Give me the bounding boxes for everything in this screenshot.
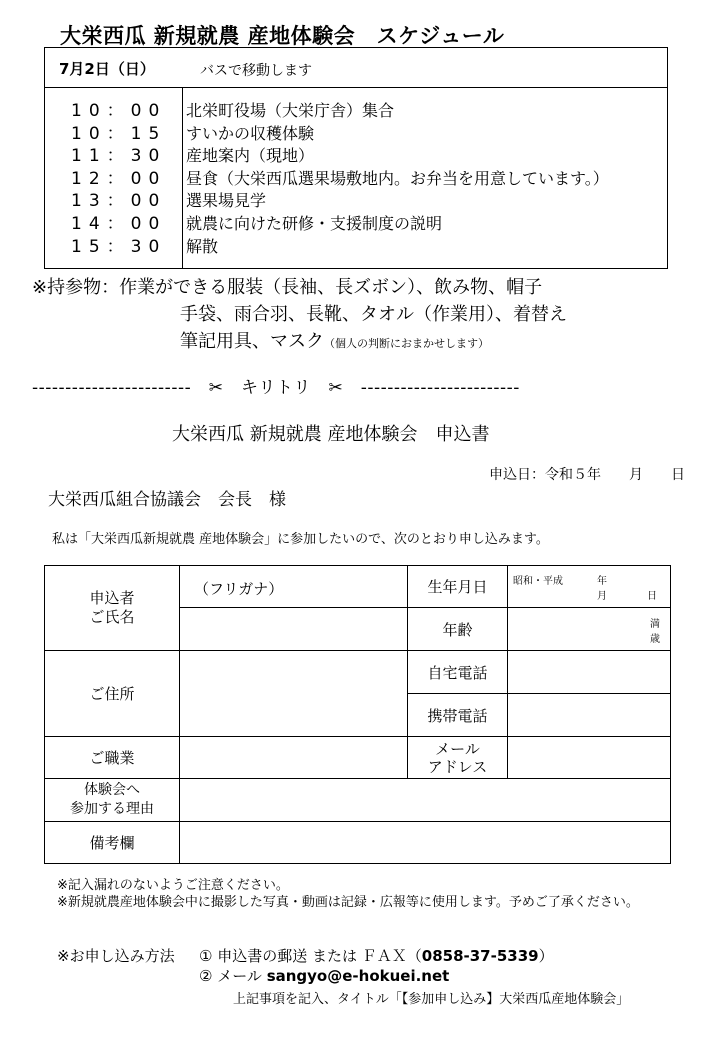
schedule-time: 10：15	[71, 123, 167, 144]
cut-line: ------------------------ ✂ キリトリ ✂ ------------------------	[32, 378, 520, 398]
schedule-event: 北栄町役場（大栄庁舎）集合	[186, 101, 395, 120]
bring-line-2: 手袋、雨合羽、長靴、タオル（作業用）、着替え	[180, 304, 567, 325]
bring-line-1: ※持参物：作業ができる服装（長袖、長ズボン）、飲み物、帽子	[32, 277, 543, 298]
furigana-label: （フリガナ）	[194, 580, 284, 598]
reason-field[interactable]	[180, 779, 671, 822]
address-label: ご住所	[45, 651, 180, 737]
email-label: メール アドレス	[408, 737, 508, 779]
application-title: 大栄西瓜 新規就農 産地体験会 申込書	[172, 424, 490, 445]
home-phone-label: 自宅電話	[408, 651, 508, 694]
schedule-event: 解散	[186, 236, 219, 256]
bring-line-3-text: 筆記用具、マスク	[180, 331, 324, 352]
bring-line-3	[180, 328, 489, 357]
apply-method-1	[199, 946, 554, 966]
bring-line-3-note: （個人の判断におまかせします）	[324, 337, 489, 350]
addressee: 大栄西瓜組合協議会 会長 様	[48, 490, 286, 510]
age-unit: 歳	[650, 634, 660, 645]
fax-number: 0858-37-5339	[421, 947, 539, 965]
email-field[interactable]	[508, 737, 671, 779]
schedule-time: 10：00	[71, 101, 167, 121]
mobile-phone-label: 携帯電話	[408, 694, 508, 737]
schedule-event: 選果場見学	[186, 191, 267, 211]
schedule-events	[186, 100, 609, 258]
reason-label: 体験会へ 参加する理由	[45, 779, 180, 822]
birth-era: 昭和・平成	[513, 576, 563, 587]
schedule-box	[44, 47, 668, 269]
birth-year-unit: 年	[597, 576, 607, 587]
schedule-event: 産地案内（現地）	[186, 146, 315, 166]
schedule-header	[45, 48, 667, 88]
schedule-times	[71, 100, 166, 258]
apply-method-2	[199, 966, 449, 986]
home-phone-field[interactable]	[508, 651, 671, 694]
schedule-time: 13：00	[71, 191, 167, 212]
schedule-time: 14：00	[71, 213, 167, 234]
schedule-note: バスで移動します	[200, 63, 312, 79]
schedule-divider	[182, 88, 183, 269]
apply-method-1-text: ① 申込書の郵送 または ＦＡＸ（	[199, 947, 422, 965]
application-date: 申込日：令和５年 月 日	[489, 467, 685, 483]
name-field[interactable]	[180, 608, 408, 651]
age-field[interactable]	[508, 608, 671, 651]
application-intro: 私は「大栄西瓜新規就農 産地体験会」に参加したいので、次のとおり申し込みます。	[52, 532, 549, 547]
name-label: 申込者 ご氏名	[45, 566, 180, 651]
schedule-event: 就農に向けた研修・支援制度の説明	[186, 213, 443, 233]
remarks-label: 備考欄	[45, 822, 180, 864]
schedule-date: 7月2日（日）	[59, 60, 155, 78]
notes	[57, 877, 639, 911]
address-field[interactable]	[180, 651, 408, 737]
schedule-event: 昼食（大栄西瓜選果場敷地内。お弁当を用意しています。）	[186, 168, 609, 188]
application-form	[44, 565, 671, 864]
apply-method-1-end: ）	[538, 947, 554, 965]
schedule-time: 11：30	[71, 146, 167, 167]
remarks-field[interactable]	[180, 822, 671, 864]
job-label: ご職業	[45, 737, 180, 779]
note-item: ※記入漏れのないようご注意ください。	[57, 878, 289, 893]
email-address[interactable]: sangyo@e-hokuei.net	[266, 967, 450, 985]
apply-method-2-text: ② メール	[199, 967, 267, 985]
email-instruction: 上記事項を記入、タイトル「【参加申し込み】大栄西瓜産地体験会」	[233, 992, 630, 1007]
job-field[interactable]	[180, 737, 408, 779]
age-full-mark: 満	[650, 619, 660, 630]
birth-day-unit: 日	[647, 591, 657, 602]
schedule-event: すいかの収穫体験	[186, 123, 315, 143]
note-item: ※新規就農産地体験会中に撮影した写真・動画は記録・広報等に使用します。予めご了承ください。	[57, 895, 639, 910]
page-title: 大栄西瓜 新規就農 産地体験会 スケジュール	[60, 24, 505, 48]
age-label: 年齢	[408, 608, 508, 651]
mobile-phone-field[interactable]	[508, 694, 671, 737]
birth-field[interactable]	[508, 566, 671, 608]
furigana-field[interactable]	[180, 566, 408, 608]
birth-month-unit: 月	[597, 591, 607, 602]
birth-label: 生年月日	[408, 566, 508, 608]
apply-method-label: ※お申し込み方法	[57, 947, 175, 965]
schedule-time: 15：30	[71, 236, 167, 257]
schedule-time: 12：00	[71, 168, 167, 189]
